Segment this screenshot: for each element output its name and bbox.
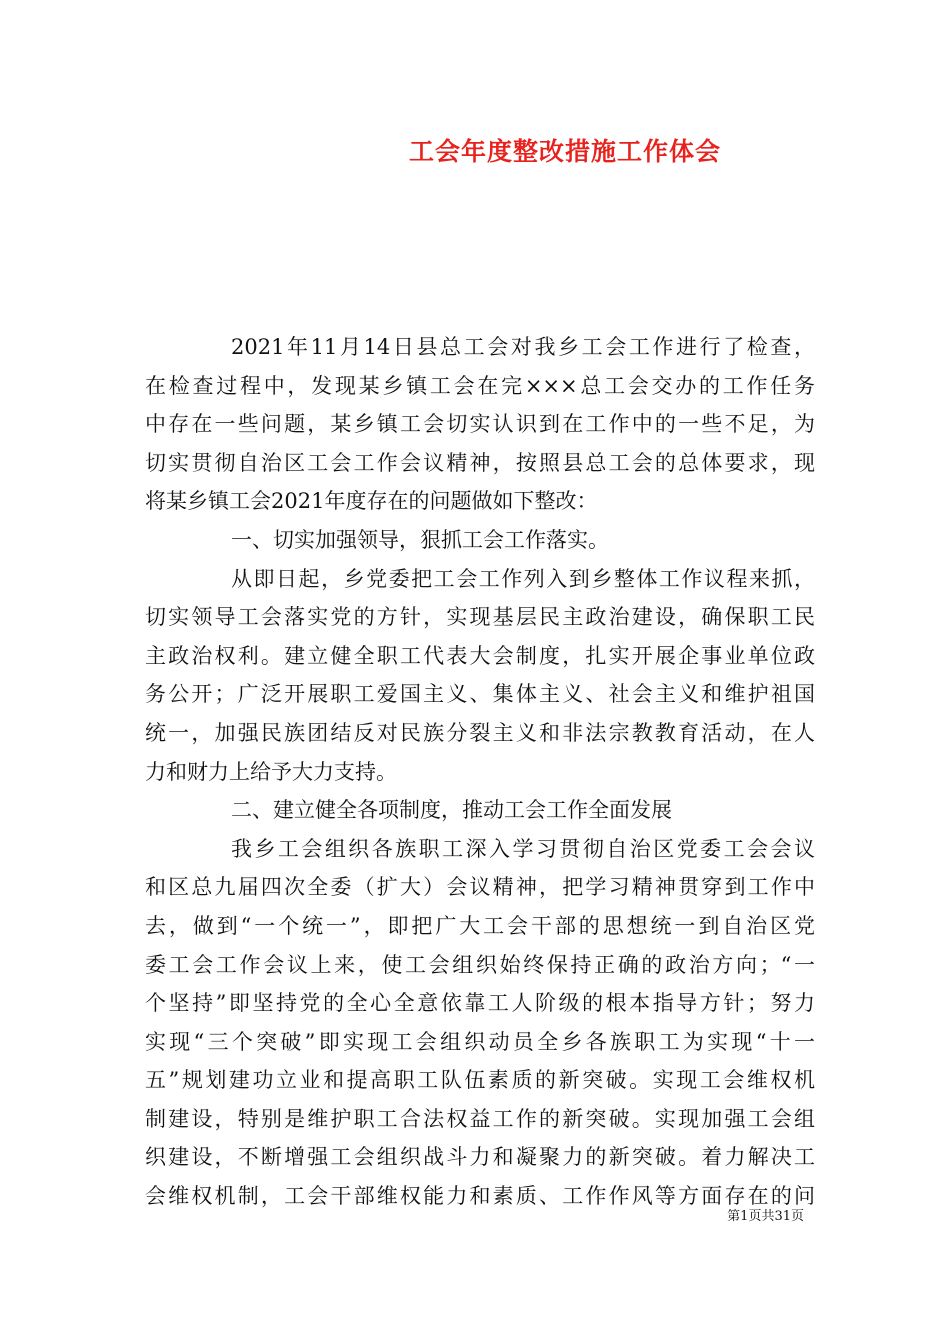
section-heading: 二、建立健全各项制度，推动工会工作全面发展 [231,798,672,823]
paragraph-line: 我乡工会组织各族职工深入学习贯彻自治区党委工会会议 [231,836,815,861]
paragraph-line: 个坚持”即坚持党的全心全意依靠工人阶级的根本指导方针；努力 [145,991,815,1016]
paragraph-line: 切实领导工会落实党的方针，实现基层民主政治建设，确保职工民 [145,605,815,630]
paragraph-1 [145,328,815,521]
section-heading-2 [145,791,815,830]
paragraph-3 [145,830,815,1216]
paragraph-line: 2021年11月14日县总工会对我乡工会工作进行了检查， [231,335,815,359]
paragraph-line: 委工会工作会议上来，使工会组织始终保持正确的政治方向；“一 [145,952,815,977]
paragraph-line: 切实贯彻自治区工会工作会议精神，按照县总工会的总体要求，现 [145,450,815,475]
document-body [145,328,815,1216]
paragraph-line: 力和财力上给予大力支持。 [145,759,397,784]
paragraph-line: 和区总九届四次全委（扩大）会议精神，把学习精神贯穿到工作中 [145,875,815,900]
paragraph-line: 去，做到“一个统一”，即把广大工会干部的思想统一到自治区党 [145,913,815,938]
paragraph-line: 从即日起，乡党委把工会工作列入到乡整体工作议程来抓， [231,566,815,591]
paragraph-line: 中存在一些问题，某乡镇工会切实认识到在工作中的一些不足，为 [145,412,815,437]
paragraph-line: 主政治权利。建立健全职工代表大会制度，扎实开展企事业单位政 [145,643,815,668]
paragraph-line: 会维权机制，工会干部维权能力和素质、工作作风等方面存在的问 [145,1184,815,1209]
paragraph-2 [145,560,815,792]
paragraph-line: 实现“三个突破”即实现工会组织动员全乡各族职工为实现“十一 [145,1029,815,1054]
document-title: 工会年度整改措施工作体会 [408,137,721,166]
paragraph-line: 将某乡镇工会2021年度存在的问题做如下整改： [145,489,598,514]
paragraph-line: 统一，加强民族团结反对民族分裂主义和非法宗教教育活动，在人 [145,720,815,745]
paragraph-line: 在检查过程中，发现某乡镇工会在完×××总工会交办的工作任务 [145,373,815,398]
paragraph-line: 五”规划建功立业和提高职工队伍素质的新突破。实现工会维权机 [145,1068,815,1093]
section-heading-1 [145,521,815,560]
paragraph-line: 制建设，特别是维护职工合法权益工作的新突破。实现加强工会组 [145,1106,815,1131]
paragraph-line: 务公开；广泛开展职工爱国主义、集体主义、社会主义和维护祖国 [145,682,815,707]
section-heading: 一、切实加强领导，狠抓工会工作落实。 [231,527,609,552]
page-number-footer: 第1页共31页 [727,1209,804,1224]
paragraph-line: 织建设，不断增强工会组织战斗力和凝聚力的新突破。着力解决工 [145,1145,815,1170]
